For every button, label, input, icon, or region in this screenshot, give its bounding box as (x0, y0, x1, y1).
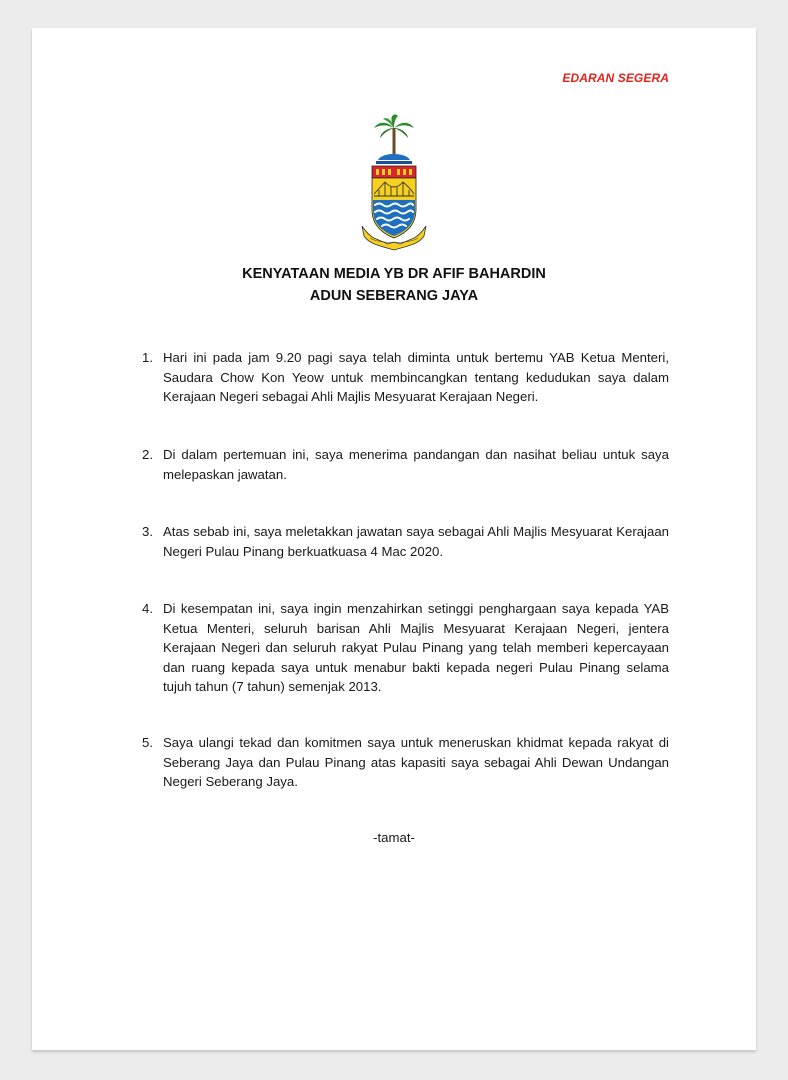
paragraph-number: 3. (142, 524, 153, 539)
paragraph-text: Di dalam pertemuan ini, saya menerima pandangan dan nasihat beliau untuk saya melepaskan jawatan. (163, 447, 669, 482)
paragraph-text: Saya ulangi tekad dan komitmen saya untuk meneruskan khidmat kepada rakyat di Seberang Jaya dan Pulau Pinang atas kapasiti saya sebagai Ahli Dewan Undangan Negeri Seberang Jaya. (163, 735, 669, 790)
paragraph-3 (142, 522, 669, 561)
paragraph-1 (142, 348, 669, 407)
paragraph-number: 2. (142, 447, 153, 462)
paragraph-2 (142, 445, 669, 484)
paragraph-4 (142, 599, 669, 697)
document-page (32, 28, 756, 1050)
paragraph-text: Hari ini pada jam 9.20 pagi saya telah diminta untuk bertemu YAB Ketua Menteri, Saudara Chow Kon Yeow untuk membincangkan tentang kedudukan saya dalam Kerajaan Negeri sebagai Ahli Majlis Mesyuarat Kerajaan Negeri. (163, 350, 669, 405)
closing-mark: -tamat- (373, 830, 415, 845)
notice-label: EDARAN SEGERA (562, 71, 669, 85)
penang-coat-of-arms-icon (358, 114, 430, 254)
paragraph-number: 1. (142, 350, 153, 365)
statement-subtitle: ADUN SEBERANG JAYA (309, 288, 479, 304)
paragraph-text: Atas sebab ini, saya meletakkan jawatan saya sebagai Ahli Majlis Mesyuarat Kerajaan Negeri Pulau Pinang berkuatkuasa 4 Mac 2020. (163, 524, 669, 559)
palm-tree-icon (374, 115, 414, 157)
paragraph-5 (142, 733, 669, 792)
paragraph-number: 5. (142, 735, 153, 750)
paragraph-text: Di kesempatan ini, saya ingin menzahirkan setinggi penghargaan saya kepada YAB Ketua Menteri, seluruh barisan Ahli Majlis Mesyuarat Kerajaan Negeri, jentera Kerajaan Negeri dan seluruh rakyat Pulau Pinang yang telah memberi kepercayaan dan ruang kepada saya untuk menabur bakti kepada negeri Pulau Pinang selama tujuh tahun (7 tahun) semenjak 2013. (163, 601, 669, 695)
paragraph-number: 4. (142, 601, 153, 616)
statement-title: KENYATAAN MEDIA YB DR AFIF BAHARDIN (242, 266, 546, 282)
